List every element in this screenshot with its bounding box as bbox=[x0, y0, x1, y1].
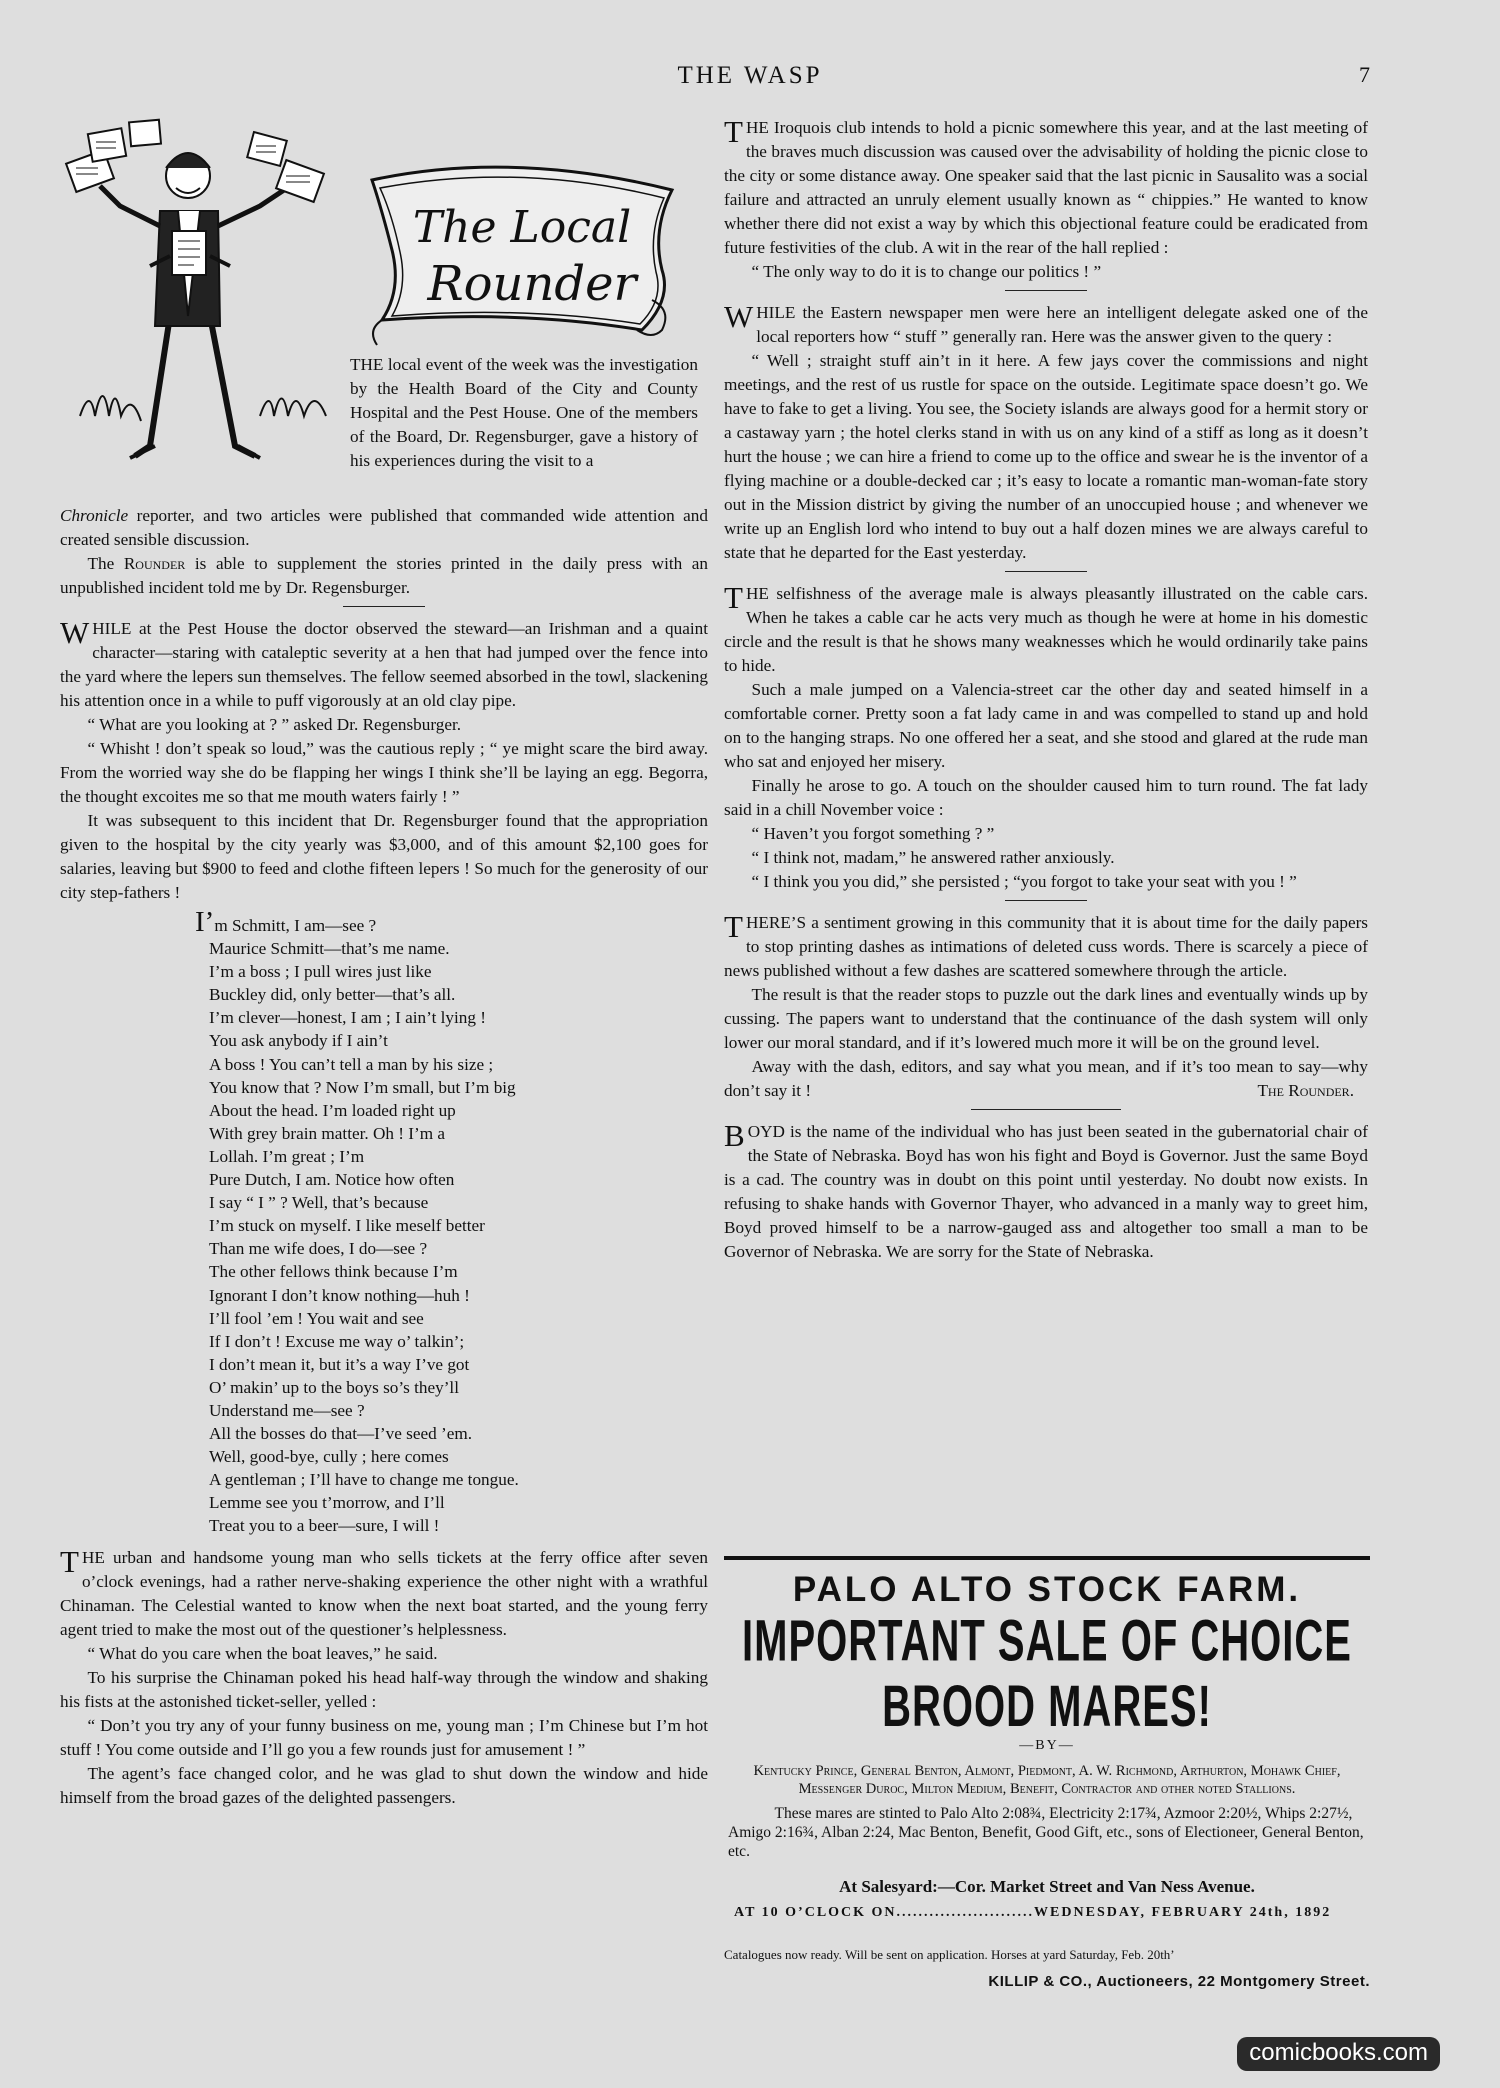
poem-line: Maurice Schmitt—that’s me name. bbox=[209, 939, 450, 959]
intro-wrap bbox=[350, 353, 698, 473]
poem-line: A boss ! You can’t tell a man by his size ; bbox=[209, 1054, 494, 1074]
pest-first: HILE at the Pest House the doctor observed the steward—an Irishman and a quaint character—staring with cataleptic severity at a hen that had jumped over the fence into the yard where the lepers sun themselves. The fellow seemed absorbed in the towl, slackening his attention once in a while to puff vigorously at an old clay pipe. bbox=[60, 619, 708, 710]
poem-line: All the bosses do that—I’ve seed ’em. bbox=[209, 1424, 472, 1444]
poem-line: I’ll fool ’em ! You wait and see bbox=[209, 1308, 424, 1328]
pest-house-p2: “ What are you looking at ? ” asked Dr. Regensburger. bbox=[87, 715, 462, 734]
poem-line: O’ makin’ up to the boys so’s they’ll bbox=[209, 1377, 459, 1397]
pest-house-p4: It was subsequent to this incident that Dr. Regensburger found that the appropriation given to the hospital by the city yearly was $3,000, and of this amount $2,100 goes for salaries, leaving but $900 to feed and clothe fifteen lepers ! So much for the generosity of our city step-fathers ! bbox=[60, 811, 708, 902]
selfish-p5: “ I think not, madam,” he answered rather anxiously. bbox=[751, 848, 1115, 867]
iroquois-p1 bbox=[724, 116, 1368, 260]
pest-house-p3: “ Whisht ! don’t speak so loud,” was the cautious reply ; “ ye might scare the bird away. From the worried way she do be flapping her wings I think she’ll be laying an egg. Begorra, the thought excoites me so that me mouth waters fairly ! ” bbox=[60, 739, 708, 806]
poem-line: Lollah. I’m great ; I’m bbox=[209, 1146, 365, 1166]
ad-stint-text: These mares are stinted to Palo Alto 2:08¾, Electricity 2:17¾, Azmoor 2:20½, Whips 2:27½, Amigo 2:16¾, Alban 2:24, Mac Benton, Benefit, Good Gift, etc., sons of Electioneer, General Benton, etc. bbox=[728, 1805, 1364, 1860]
ad-catalogues: Catalogues now ready. Will be sent on application. Horses at yard Saturday, Feb. 20th’ bbox=[724, 1947, 1175, 1962]
poem-line: Than me wife does, I do—see ? bbox=[209, 1239, 428, 1259]
poem-line: Well, good-bye, cully ; here comes bbox=[209, 1447, 449, 1467]
poem-line: About the head. I’m loaded right up bbox=[209, 1100, 456, 1120]
watermark: comicbooks.com bbox=[1237, 2037, 1440, 2071]
logo-text-line1: The Local bbox=[412, 202, 632, 253]
ad-farm-name: PALO ALTO STOCK FARM. bbox=[792, 1570, 1302, 1609]
selfish-p6: “ I think you you did,” she persisted ; “you forgot to take your seat with you ! ” bbox=[751, 872, 1297, 891]
local-rounder-logo bbox=[352, 150, 692, 350]
poem-line: Buckley did, only better—that’s all. bbox=[209, 985, 456, 1005]
page-header bbox=[0, 62, 1500, 92]
intro-p2 bbox=[60, 552, 708, 600]
dashes-first: HERE’S a sentiment growing in this community that it is about time for the daily papers to stop printing dashes as intimations of deleted cuss words. There is scarcely a piece of news published without a few dashes are scattered somewhere through the article. bbox=[724, 913, 1368, 980]
poem-line: I’m a boss ; I pull wires just like bbox=[209, 962, 432, 982]
poem-line: I say “ I ” ? Well, that’s because bbox=[209, 1193, 429, 1213]
dashes-p2: The result is that the reader stops to puzzle out the dark lines and eventually winds up by cussing. The papers want to understand that the continuance of the dash system will only lower our moral standard, and if it’s lowered much more it will be on the ground level. bbox=[724, 985, 1368, 1052]
poem-line: Understand me—see ? bbox=[209, 1400, 365, 1420]
ferry-p1 bbox=[60, 1543, 708, 1642]
poem-line: Pure Dutch, I am. Notice how often bbox=[209, 1170, 455, 1190]
drop-cap: W bbox=[724, 299, 754, 334]
poem-line: Treat you to a beer—sure, I will ! bbox=[209, 1516, 440, 1536]
masthead-title: THE WASP bbox=[677, 62, 823, 89]
separator bbox=[1005, 290, 1087, 291]
ferry-p3: To his surprise the Chinaman poked his head half-way through the window and shaking his fists at the astonished ticket-seller, yelled : bbox=[60, 1667, 708, 1711]
dashes-p3-text: Away with the dash, editors, and say what you mean, and if it’s too mean to say—why don’t say it ! bbox=[724, 1057, 1368, 1100]
intro-p2-b: is able to supplement the stories printed in the daily press with an unpublished incident told me by Dr. Regensburger. bbox=[60, 554, 709, 597]
palo-alto-advertisement bbox=[724, 1556, 1370, 1990]
ad-auctioneer: KILLIP & CO., Auctioneers, 22 Montgomery Street. bbox=[988, 1973, 1370, 1990]
intro-rest: reporter, and two articles were published that commanded wide attention and created sensible discussion. bbox=[60, 506, 708, 549]
rounder-word: Rounder bbox=[123, 554, 186, 573]
logo-text-line2: Rounder bbox=[427, 256, 637, 312]
separator bbox=[971, 1109, 1121, 1110]
drop-cap: T bbox=[724, 114, 743, 149]
poem-line: I’m clever—honest, I am ; I ain’t lying ! bbox=[209, 1008, 486, 1028]
intro-p2-a: The bbox=[87, 554, 115, 573]
schmitt-poem bbox=[195, 906, 708, 1538]
rounder-illustration bbox=[60, 116, 350, 474]
selfish-p4: “ Haven’t you forgot something ? ” bbox=[751, 824, 995, 843]
poem-line: A gentleman ; I’ll have to change me tongue. bbox=[209, 1470, 519, 1490]
dashes-p3 bbox=[724, 1055, 1368, 1103]
drop-cap: W bbox=[60, 615, 90, 650]
ad-stallion-names: Kentucky Prince, General Benton, Almont, Piedmont, A. W. Richmond, Arthurton, Mohawk Chief, Messenger Duroc, Milton Medium, Benefit, Contractor and other noted Stallions. bbox=[753, 1763, 1341, 1797]
rounder-signature: The Rounder. bbox=[1257, 1081, 1354, 1100]
ferry-p2: “ What do you care when the boat leaves,” he said. bbox=[87, 1643, 438, 1663]
selfish-p2: Such a male jumped on a Valencia-street car the other day and seated himself in a comfortable corner. Pretty soon a fat lady came in and was compelled to stand up and hold on to the hanging straps. No one offered her a seat, and she stood and glared at the rude man who sat and enjoyed her misery. bbox=[724, 680, 1368, 771]
poem-line: The other fellows think because I’m bbox=[209, 1262, 458, 1282]
poem-line: You ask anybody if I ain’t bbox=[209, 1031, 388, 1051]
ad-saleyard: At Salesyard:—Cor. Market Street and Van Ness Avenue. bbox=[839, 1877, 1255, 1896]
newspaper-first: HILE the Eastern newspaper men were here an intelligent delegate asked one of the local reporters how “ stuff ” generally ran. Here was the answer given to the query : bbox=[756, 303, 1368, 346]
ad-date: AT 10 O’CLOCK ON.........................WEDNESDAY, FEBRUARY 24th, 1892 bbox=[734, 1905, 1332, 1920]
selfish-p3: Finally he arose to go. A touch on the shoulder caused him to turn round. The fat lady said in a chill November voice : bbox=[724, 776, 1368, 819]
page-number: 7 bbox=[1359, 62, 1370, 87]
selfish-first: HE selfishness of the average male is always pleasantly illustrated on the cable cars. When he takes a cable car he acts very much as though he were at home in his domestic circle and the result is that he shows many weaknesses which he would ordinarily take pains to hide. bbox=[724, 584, 1368, 675]
poem-line: Ignorant I don’t know nothing—huh ! bbox=[209, 1285, 470, 1305]
iroquois-first: HE Iroquois club intends to hold a picnic somewhere this year, and at the last meeting of the braves much discussion was caused over the advisability of holding the picnic close to the city or some distance away. One speaker said that the last picnic in Sausalito was a social failure and attracted an unruly element usually known as “ chippies.” He wanted to know whether there did not exist a way by which this objectional feature could be eradicated from future festivities of the club. A wit in the rear of the hall replied : bbox=[724, 118, 1368, 257]
ferry-first: HE urban and handsome young man who sells tickets at the ferry office after seven o’clock evenings, had a rather nerve-shaking experience the other night with a wrathful Chinaman. The Celestial wanted to know when the next boat started, and the young ferry agent tried to make the most out of the questioner’s helplessness. bbox=[60, 1547, 708, 1639]
ad-headline: IMPORTANT SALE OF CHOICE BROOD MARES! bbox=[742, 1609, 1352, 1739]
separator bbox=[1005, 571, 1087, 572]
poem-line: If I don’t ! Excuse me way o’ talkin’; bbox=[209, 1331, 465, 1351]
intro-text: HE local event of the week was the investigation by the Health Board of the City and County Hospital and the Pest House. One of the members of the Board, Dr. Regensburger, gave a history of his experiences during the visit to a bbox=[350, 355, 698, 470]
drop-cap: T bbox=[724, 580, 743, 615]
iroquois-p2: “ The only way to do it is to change our politics ! ” bbox=[751, 262, 1102, 281]
chronicle-name: Chronicle bbox=[60, 506, 129, 525]
drop-cap: T bbox=[60, 1543, 79, 1579]
separator bbox=[343, 606, 425, 607]
right-column bbox=[724, 116, 1368, 1264]
pest-house-p1 bbox=[60, 617, 708, 713]
newspaper-p1 bbox=[724, 301, 1368, 349]
drop-cap: T bbox=[724, 909, 743, 944]
ferry-p4: “ Don’t you try any of your funny business on me, young man ; I’m Chinese but I’m hot stuff ! You come outside and I’ll go you a few rounds just for amusement ! ” bbox=[60, 1715, 708, 1759]
drop-cap: T bbox=[350, 355, 361, 374]
drop-cap: B bbox=[724, 1118, 745, 1153]
separator bbox=[1005, 900, 1087, 901]
poem-line: I’m stuck on myself. I like meself better bbox=[209, 1216, 485, 1236]
left-column bbox=[60, 504, 708, 1810]
poem-line: I’m Schmitt, I am—see ? bbox=[195, 906, 377, 938]
poem-line: With grey brain matter. Oh ! I’m a bbox=[209, 1123, 446, 1143]
poem-line: You know that ? Now I’m small, but I’m big bbox=[209, 1077, 516, 1097]
ad-rule bbox=[724, 1556, 1370, 1560]
ferry-p5: The agent’s face changed color, and he was glad to shut down the window and hide himself from the broad gazes of the delighted passengers. bbox=[60, 1763, 708, 1807]
dashes-p1 bbox=[724, 911, 1368, 983]
newspaper-p2: “ Well ; straight stuff ain’t in it here. A few jays cover the commissions and night meetings, and the rest of us rustle for space on the outside. Legitimate space doesn’t go. We have to fake to get a living. You see, the Society islands are always good for a hermit story or a castaway yarn ; the hotel clerks stand in with us on any kind of a stiff as long as it doesn’t hurt the house ; we can hire a friend to come up to the office and swear he is the inventor of a flying machine or a double-decked car ; it’s easy to locate a romantic man-woman-fate story out in the Mission district by giving the number of an unoccupied house ; and whenever we write up an English lord who intend to buy out a half dozen mines we are always careful to state that he departed for the East yesterday. bbox=[724, 351, 1368, 562]
intro-continued bbox=[60, 504, 708, 552]
poem-line: I don’t mean it, but it’s a way I’ve got bbox=[209, 1354, 470, 1374]
selfish-p1 bbox=[724, 582, 1368, 678]
boyd-first: OYD is the name of the individual who has just been seated in the gubernatorial chair of the State of Nebraska. Boyd has won his fight and Boyd is Governor. Just the same Boyd is a cad. The country was in doubt on this point until yesterday. No doubt now exists. In refusing to shake hands with Governor Thayer, who advanced in a manly way to greet him, Boyd proved himself to be a narrow-gauged ass and altogether too small a man to be Governor of Nebraska. We are sorry for the State of Nebraska. bbox=[724, 1122, 1368, 1261]
ad-by: —BY— bbox=[1019, 1738, 1075, 1753]
boyd-p1 bbox=[724, 1120, 1368, 1264]
poem-line: Lemme see you t’morrow, and I’ll bbox=[209, 1493, 445, 1513]
